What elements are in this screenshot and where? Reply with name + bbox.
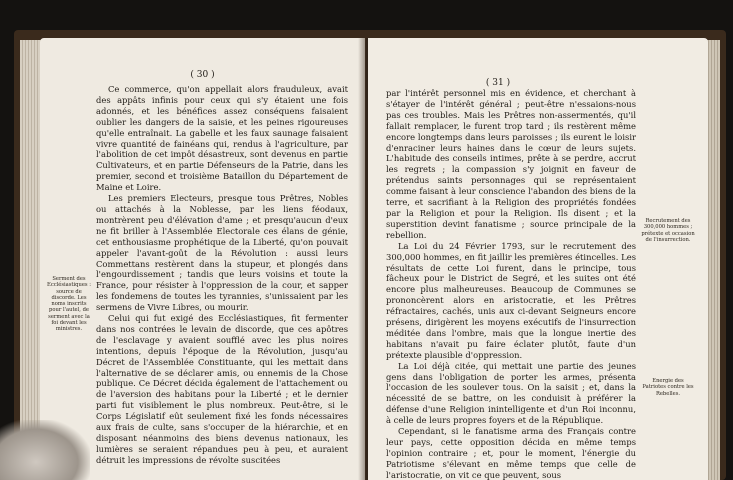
left-page-edges — [20, 40, 42, 480]
right-page-text — [386, 88, 636, 480]
paragraph: La Loi déjà citée, qui mettait une partie des jeunes gens dans l'obligation de porter les armes, présenta l'occasion de les soulever tous. On la saisit ; et, dans la nécessité de se battre, on les conduisit à préférer la défense d'une Religion inintelligente et d'un Roi inconnu, à celle de leurs propres foyers et de la République. — [386, 360, 636, 426]
page-number-right: ( 31 ) — [485, 78, 511, 88]
paragraph: Cependant, si le fanatisme arma des Français contre leur pays, cette opposition décida en même temps l'opinion contraire ; et, pour le moment, l'énergie du Patriotisme s'élevant en même temps que celle de l'aristocratie, on vit ce que peuvent, sous — [386, 426, 636, 480]
right-page-edges — [706, 40, 720, 480]
paragraph: Ce commerce, qu'on appellait alors frauduleux, avait des appâts infinis pour ceux qui s'y étaient une fois adonnés, et les bénéfices assez conséquens faisaient oublier les dangers de la saisie, et les peines rigoureuses qu'elle entraînait. La gabelle et les faux saunage faisaient vivre quantité de fainéans qui, rendus à l'agriculture, par l'abolition de cet impôt désastreux, sont devenus en partie Cultivateurs, et en partie Défenseurs de la Patrie, dans les premier, second et troisième Bataillon du Département de Maine et Loire. — [96, 84, 348, 193]
page-number-left: ( 30 ) — [190, 70, 215, 80]
left-page-text — [96, 84, 348, 466]
margin-note-right-top: Recrutement des 300,000 hommes ; prétexte et occasion de l'insurrection. — [641, 218, 695, 243]
right-page — [368, 38, 708, 480]
paragraph: Celui qui fut exigé des Ecclésiastiques, fit fermenter dans nos contrées le levain de discorde, que ces apôtres de l'esclavage y avaient soufflé avec les plus noires intentions, depuis l'époque de la Révolution, jusqu'au Décret de l'Assemblée Constituante, qui les mettait dans l'alternative de se déclarer amis, ou ennemis de la Chose publique. Ce Décret décida également de l'attachement ou de l'aversion des habitans pour la Liberté ; et le dernier parti fut visiblement le plus nombreux. Peut-être, si le Corps Législatif eût seulement fixé les fonds nécessaires aux frais de culte, sans s'occuper de la hiérarchie, et en disposant néanmoins des biens devenus nationaux, les lumières se seraient répandues peu à peu, et auraient détruit les impressions de révolte suscitées — [96, 313, 348, 465]
margin-note-left: Serment des Ecclésiastiques : source de discorde. Les noms inscrits pour l'autel, de serment avec la foi devant les ministres. — [47, 276, 91, 333]
paragraph: La Loi du 24 Février 1793, sur le recrutement des 300,000 hommes, en fit jaillir les premières étincelles. Les résultats de cette Loi furent, dans le principe, tous fâcheux pour le District de Segré, et les suites ont été encore plus malheureuses. Beaucoup de Communes se prononcèrent alors en aristocratie, et les Prêtres réfractaires, cachés, unis aux ci-devant Seigneurs encore présens, dirigèrent les moyens exécutifs de l'insurrection méditée dans l'ombre, mais que la longue inertie des habitans n'avait pu faire éclater plutôt, faute d'un prétexte plausible d'oppression. — [386, 240, 636, 360]
paragraph: par l'intérêt personnel mis en évidence, et cherchant à s'étayer de l'intérêt général ; peut-être n'essaions-nous pas ces troubles. Mais les Prêtres non-assermentés, qu'il fallait remplacer, le furent trop tard ; ils restèrent même encore longtemps dans leurs paroisses ; ils eurent le loisir d'enraciner leurs haines dans le cœur de leurs sujets. L'habitude des conseils intimes, prête à se perdre, accrut les regrets ; la compassion s'y joignit en faveur de prétendus saints personnages qui se représentaient comme faisant à leur conscience l'abandon des biens de la terre, et sacrifiant à la Religion des propriétés fondées par la Religion et pour la Religion. Ils disent ; et la superstition devint fanatisme ; source principale de la rebellion. — [386, 88, 636, 240]
left-page — [40, 38, 365, 480]
margin-note-right-bottom: Energie des Patriotes contre les Rebelles. — [642, 378, 694, 397]
paragraph: Les premiers Electeurs, presque tous Prêtres, Nobles ou attachés à la Noblesse, par les liens féodaux, montrèrent peu d'élévation d'ame ; et presqu'aucun d'eux ne fit briller à l'Assemblée Electorale ces élans de génie, cet enthousiasme prophétique de la Liberté, qu'on pouvait appeler l'avant-goût de la Révolution : aussi leurs Commettans restèrent dans la stupeur, et plongés dans l'engourdissement ; tandis que leurs voisins et toute la France, pour résister à l'oppression de la cour, et sapper les fondemens de toutes les tyrannies, s'unissaient par les sermens de Vivre Libres, ou mourir. — [96, 193, 348, 313]
scanner-thumb — [0, 420, 90, 480]
